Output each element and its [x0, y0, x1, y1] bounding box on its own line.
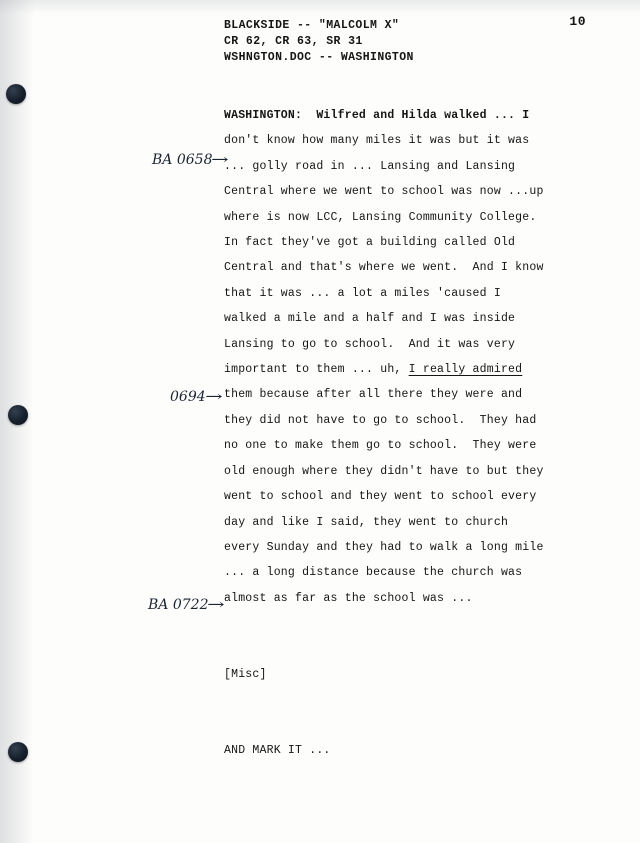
transcript-line: every Sunday and they had to walk a long mile: [224, 540, 544, 554]
handwritten-timecode: [152, 152, 230, 168]
transcript-line: In fact they've got a building called Old: [224, 236, 516, 250]
transcript-line: don't know how many miles it was but it was: [224, 134, 530, 148]
transcript-line: ... golly road in ... Lansing and Lansing: [224, 159, 516, 173]
arrow-icon: →: [207, 597, 226, 613]
document-header: [224, 18, 414, 66]
binder-hole: [6, 84, 26, 104]
header-line-reels: CR 62, CR 63, SR 31: [224, 35, 363, 48]
arrow-icon: →: [211, 152, 230, 168]
transcript-line: almost as far as the school was ...: [224, 591, 473, 605]
scan-top-shadow: [0, 0, 640, 14]
transcript-line: Central and that's where we went. And I know: [224, 261, 544, 275]
spacer: [224, 713, 592, 738]
transcript-line-plain: important to them ... uh,: [224, 363, 409, 377]
transcript-line: day and like I said, they went to church: [224, 515, 509, 529]
spacer: [224, 611, 592, 636]
spacer: [224, 687, 592, 712]
transcript-line: went to school and they went to school every: [224, 490, 537, 504]
transcript-line: old enough where they didn't have to but they: [224, 464, 544, 478]
arrow-icon: →: [204, 389, 223, 405]
binder-hole: [8, 742, 28, 762]
handwritten-timecode-label: 0694: [170, 389, 206, 405]
transcript-line: WASHINGTON: Wilfred and Hilda walked ... I: [224, 109, 530, 122]
misc-marker: [Misc]: [224, 667, 267, 681]
transcript-line-underlined: [224, 357, 592, 382]
page-number: 10: [569, 14, 586, 29]
transcript-line: Lansing to go to school. And it was very: [224, 337, 516, 351]
underlined-phrase: I really admired: [408, 363, 523, 377]
handwritten-timecode-label: BA 0658: [152, 152, 213, 168]
transcript-line: them because after all there they were and: [224, 388, 523, 402]
handwritten-timecode-label: BA 0722: [148, 597, 209, 613]
closing-line: AND MARK IT ...: [224, 744, 331, 758]
transcript-line: Central where we went to school was now ...up: [224, 185, 544, 199]
binder-hole: [8, 405, 28, 425]
transcript-line: no one to make them go to school. They were: [224, 439, 537, 453]
transcript-line: that it was ... a lot a miles 'caused I: [224, 286, 501, 300]
transcript-line: where is now LCC, Lansing Community College.: [224, 210, 537, 224]
header-line-file: WSHNGTON.DOC -- WASHINGTON: [224, 51, 414, 64]
transcript-body: [224, 103, 592, 764]
handwritten-timecode: [148, 597, 226, 613]
header-line-title: BLACKSIDE -- "MALCOLM X": [224, 19, 400, 32]
transcript-line: they did not have to go to school. They had: [224, 413, 537, 427]
handwritten-timecode: [170, 389, 223, 405]
transcript-line: walked a mile and a half and I was inside: [224, 312, 516, 326]
transcript-line: ... a long distance because the church was: [224, 566, 523, 580]
spacer: [224, 637, 592, 662]
